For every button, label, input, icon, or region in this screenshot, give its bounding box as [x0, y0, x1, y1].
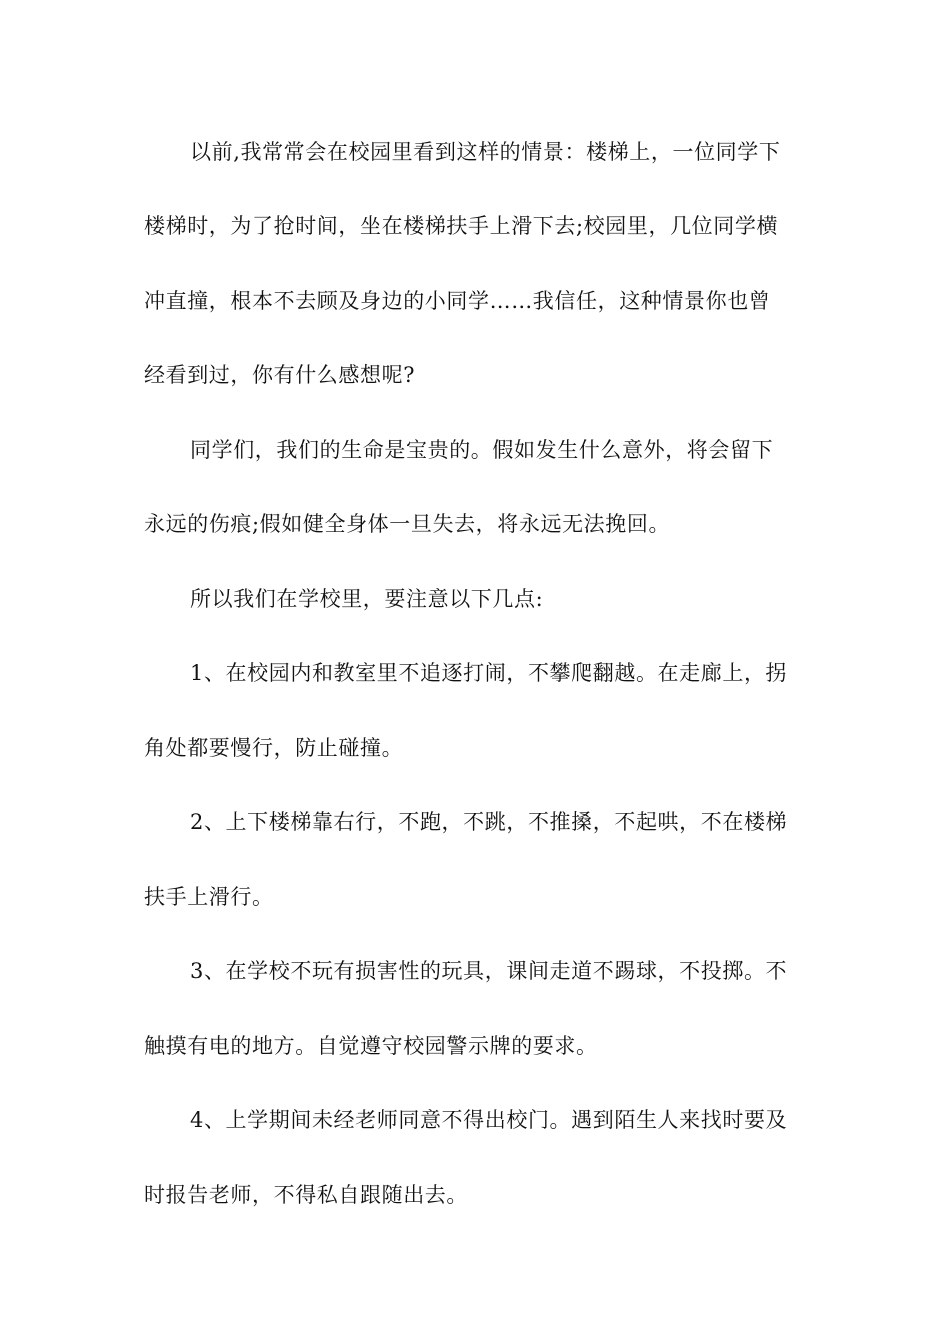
text-line: 冲直撞，根本不去顾及身边的小同学……我信任，这种情景你也曾: [144, 289, 771, 313]
text-line: 触摸有电的地方。自觉遵守校园警示牌的要求。: [144, 1034, 598, 1058]
text-line: 4、上学期间未经老师同意不得出校门。遇到陌生人来找时要及: [190, 1108, 788, 1132]
text-line: 时报告老师，不得私自跟随出去。: [144, 1183, 468, 1207]
text-line: 以前,我常常会在校园里看到这样的情景：楼梯上，一位同学下: [190, 140, 781, 164]
text-line: 1、在校园内和教室里不追逐打闹，不攀爬翻越。在走廊上，拐: [190, 661, 788, 685]
text-line: 2、上下楼梯靠右行，不跑，不跳，不推搡，不起哄，不在楼梯: [190, 810, 788, 834]
text-line: 3、在学校不玩有损害性的玩具，课间走道不踢球，不投掷。不: [190, 959, 788, 983]
text-line: 所以我们在学校里，要注意以下几点:: [190, 587, 544, 611]
text-line: 永远的伤痕;假如健全身体一旦失去，将永远无法挽回。: [144, 512, 671, 536]
text-line: 同学们，我们的生命是宝贵的。假如发生什么意外，将会留下: [190, 438, 774, 462]
text-line: 楼梯时，为了抢时间，坐在楼梯扶手上滑下去;校园里，几位同学横: [144, 214, 779, 238]
text-line: 扶手上滑行。: [144, 885, 274, 909]
text-line: 经看到过，你有什么感想呢?: [144, 363, 416, 387]
text-line: 角处都要慢行，防止碰撞。: [144, 736, 404, 760]
